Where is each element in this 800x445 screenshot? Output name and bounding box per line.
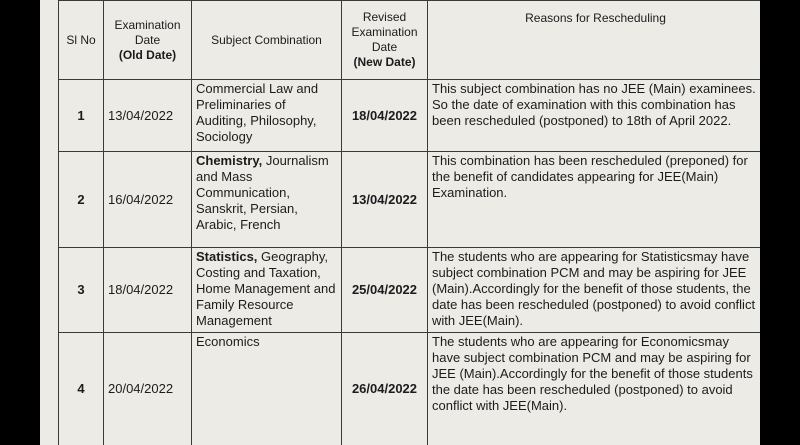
old-date: 20/04/2022 — [104, 333, 192, 445]
header-exam-date-label: Examination Date — [114, 17, 181, 47]
new-date: 18/04/2022 — [342, 80, 428, 152]
subject-rest: Journalism and Mass Communication, Sanskrit, Persian, Arabic, French — [196, 153, 329, 232]
subject-rest: Geography, Costing and Taxation, Home Management and Family Resource Management — [196, 249, 336, 328]
reason: This subject combination has no JEE (Main) examinees. So the date of examination with this combination has been rescheduled (postponed) to 18th of April 2022. — [428, 80, 761, 152]
new-date: 25/04/2022 — [342, 248, 428, 333]
subject-combination — [192, 248, 342, 333]
table-header-row — [59, 1, 761, 80]
header-exam-date — [104, 1, 192, 80]
header-revised-label: Revised Examination Date — [351, 10, 418, 54]
reason: The students who are appearing for Economicsmay have subject combination PCM and may be aspiring for JEE (Main).Accordingly for the benefit of those students the date has been rescheduled (postponed) to avoid conflict with JEE(Main). — [428, 333, 761, 445]
header-revised-note: (New Date) — [353, 55, 416, 69]
subject-highlight: Chemistry, — [196, 153, 263, 168]
subject-combination — [192, 152, 342, 248]
subject-combination: Commercial Law and Preliminaries of Auditing, Philosophy, Sociology — [192, 80, 342, 152]
rescheduling-table — [58, 0, 760, 445]
table-row — [59, 80, 761, 152]
header-exam-date-note: (Old Date) — [118, 47, 177, 62]
reason: The students who are appearing for Statisticsmay have subject combination PCM and may be aspiring for JEE (Main).Accordingly for the benefit of those students, the date has been rescheduled (postponed) to avoid conflict with JEE(Main). — [428, 248, 761, 333]
header-subject: Subject Combination — [192, 1, 342, 80]
header-reasons: Reasons for Rescheduling — [428, 1, 761, 80]
old-date: 18/04/2022 — [104, 248, 192, 333]
document-page — [40, 0, 760, 445]
row-number: 4 — [59, 333, 104, 445]
table-row — [59, 152, 761, 248]
row-number: 1 — [59, 80, 104, 152]
row-number: 3 — [59, 248, 104, 333]
old-date: 16/04/2022 — [104, 152, 192, 248]
reason: This combination has been rescheduled (preponed) for the benefit of candidates appearing for JEE(Main) Examination. — [428, 152, 761, 248]
new-date: 26/04/2022 — [342, 333, 428, 445]
row-number: 2 — [59, 152, 104, 248]
table-row — [59, 248, 761, 333]
new-date: 13/04/2022 — [342, 152, 428, 248]
table-row — [59, 333, 761, 445]
subject-highlight: Statistics, — [196, 249, 258, 264]
old-date: 13/04/2022 — [104, 80, 192, 152]
header-sl-no: Sl No — [59, 1, 104, 80]
header-revised-date — [342, 1, 428, 80]
subject-combination: Economics — [192, 333, 342, 445]
